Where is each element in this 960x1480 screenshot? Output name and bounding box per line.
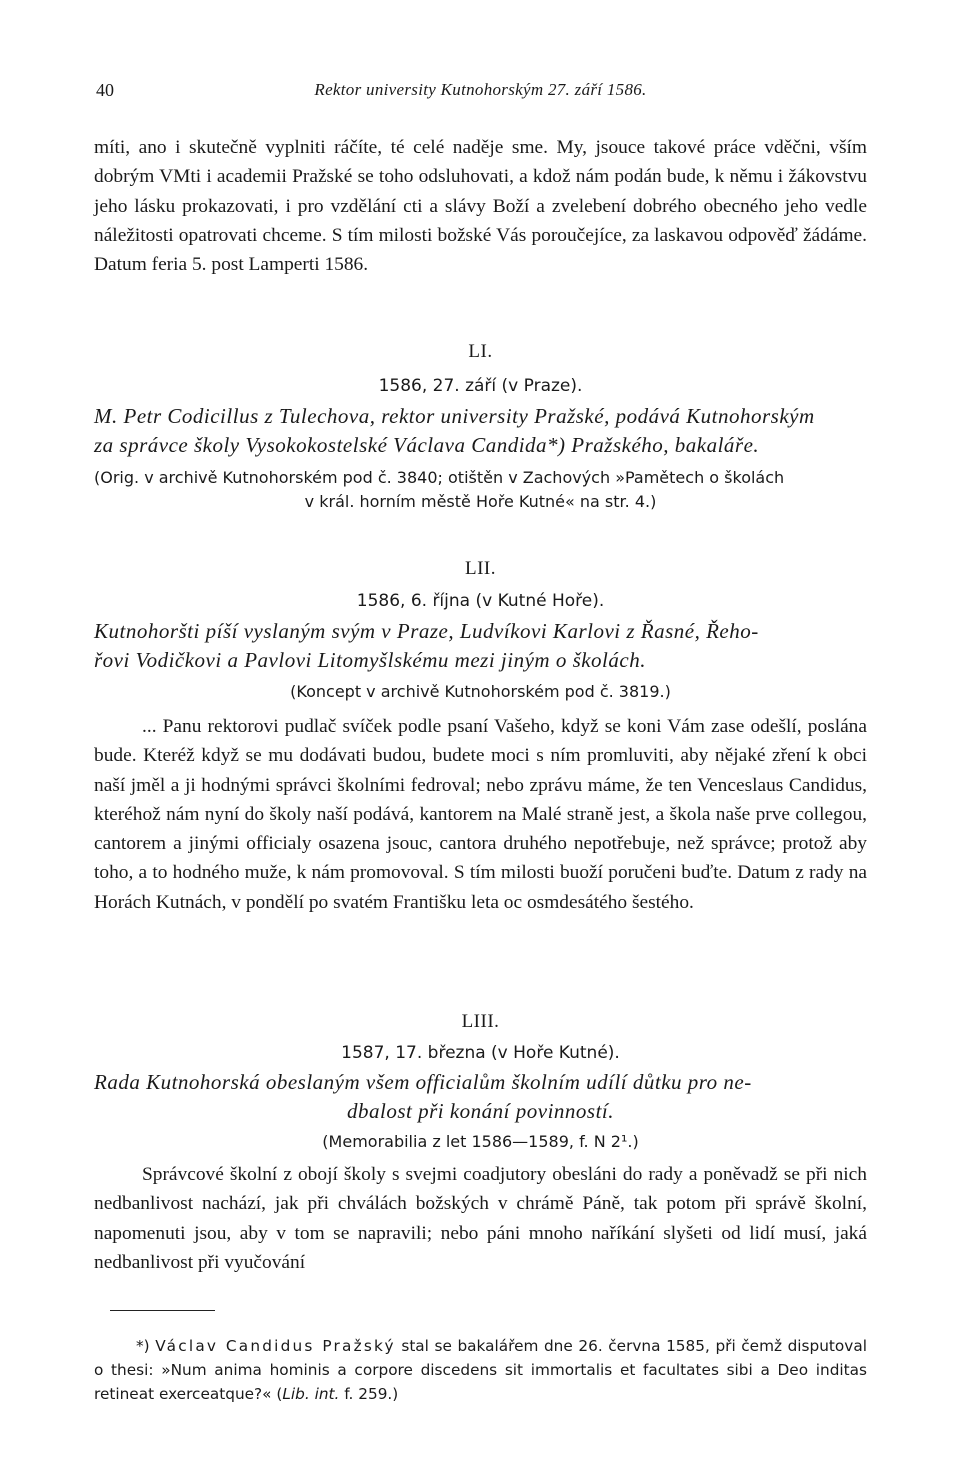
section-body-53 [94,1160,867,1277]
section-number-53: LIII. [461,1011,500,1032]
footnote-source-tail: f. 259.) [339,1385,399,1403]
section-number-52: LII. [464,558,496,579]
section-source-52: (Koncept v archivě Kutnohorském pod č. 3819.) [290,682,671,701]
section-heading-51-line2: za správce školy Vysokokostelské Václava Candida*) Pražského, bakaláře. [94,433,760,457]
section-date-52: 1586, 6. října (v Kutné Hoře). [356,591,605,611]
section-date-53: 1587, 17. března (v Hoře Kutné). [341,1043,620,1063]
section-source-53: (Memorabilia z let 1586—1589, f. N 2¹.) [322,1132,639,1151]
section-body-52-text: ... Panu rektorovi pudlač svíček podle psaní Vašeho, když se koni Vám zase odešlí, poslána bude. Kteréž když se mu dodávati budou, budete moci s ním promluviti, aby nějaké zření k obci naší jměl a ji hodnými správci školními fedroval; nebo zprávu máme, že ten Venceslaus Candidus, kteréhož nám nyní do školy naší podává, kantorem na Malé straně jest, a škola naše prve collegou, cantorem a jinými officialy osazena jsouc, cantora druhého nepotřebuje, než správce; protož aby toho, a to hodného muže, k nám promovoval. S tím milosti buoží poručeni buďte. Datum z rady na Horách Kutnách, v pondělí po svatém Františku leta oc osmdesátého šestého. [94,716,867,913]
running-title: Rektor university Kutnohorským 27. září 1586. [314,80,647,99]
footnote-source-italic: Lib. int. [282,1385,340,1403]
running-head [94,80,867,104]
section-heading-51-line1: M. Petr Codicillus z Tulechova, rektor university Pražské, podává Kutnohorským [94,404,815,428]
footnote-marker: *) [136,1337,150,1355]
section-body-52 [94,712,867,917]
opening-paragraph: míti, ano i skutečně vyplniti ráčíte, té celé naděje sme. My, jsouce takové práce vděčni, vším dobrým VMti i academii Pražské se toho odsluhovati, a kdož nám podán bude, k němu i žákovstvu jeho lásku prokazovati, i pro vzdělání cti a slávy Boží a zvelebení dobrého obecného jeho vedle náležitosti opatrovati chceme. S tím milosti božské Vás poroučejíce, za laskavou odpověď žádáme. Datum feria 5. post Lamperti 1586. [94,137,867,276]
section-source-51-line2: v král. horním městě Hoře Kutné« na str. 4.) [304,492,657,511]
footnote [94,1334,867,1406]
section-heading-53-line1: Rada Kutnohorská obeslaným všem officialům školním udílí důtku pro ne- [94,1070,752,1094]
section-heading-52-line2: řovi Vodičkovi a Pavlovi Litomyšlskému mezi jiným o školách. [94,648,646,672]
section-heading-52-line1: Kutnohoršti píší vyslaným svým v Praze, Ludvíkovi Karlovi z Řasné, Řeho- [94,619,759,643]
section-heading-53-line2: dbalost při konání povinností. [347,1099,614,1123]
section-number-51: LI. [468,341,493,362]
section-body-53-text: Správcové školní z obojí školy s svejmi coadjutory obesláni do rady a poněvadž se při nich nedbanlivost nachází, jak při chválách božských v chrámě Páně, tak potom při správě školní, napomenuti jsou, aby v tom se napravili; nebo páni mnoho naříkání slyšeti od lidí musí, jaká nedbanlivost při vyučování [94,1164,867,1273]
section-date-51: 1586, 27. září (v Praze). [378,376,583,396]
page-number: 40 [96,80,114,100]
footnote-rule [110,1310,215,1311]
section-source-51-line1: (Orig. v archivě Kutnohorském pod č. 3840; otištěn v Zachových »Pamětech o školách [94,468,785,487]
footnote-text: stal se bakalářem dne 26. června 1585, při čemž disputoval o thesi: »Num anima hominis a corpore discedens sit immortalis et facultates sibi a Deo inditas retineat exerceatque?« ( [94,1337,867,1403]
footnote-name: Václav Candidus Pražský [155,1337,396,1355]
